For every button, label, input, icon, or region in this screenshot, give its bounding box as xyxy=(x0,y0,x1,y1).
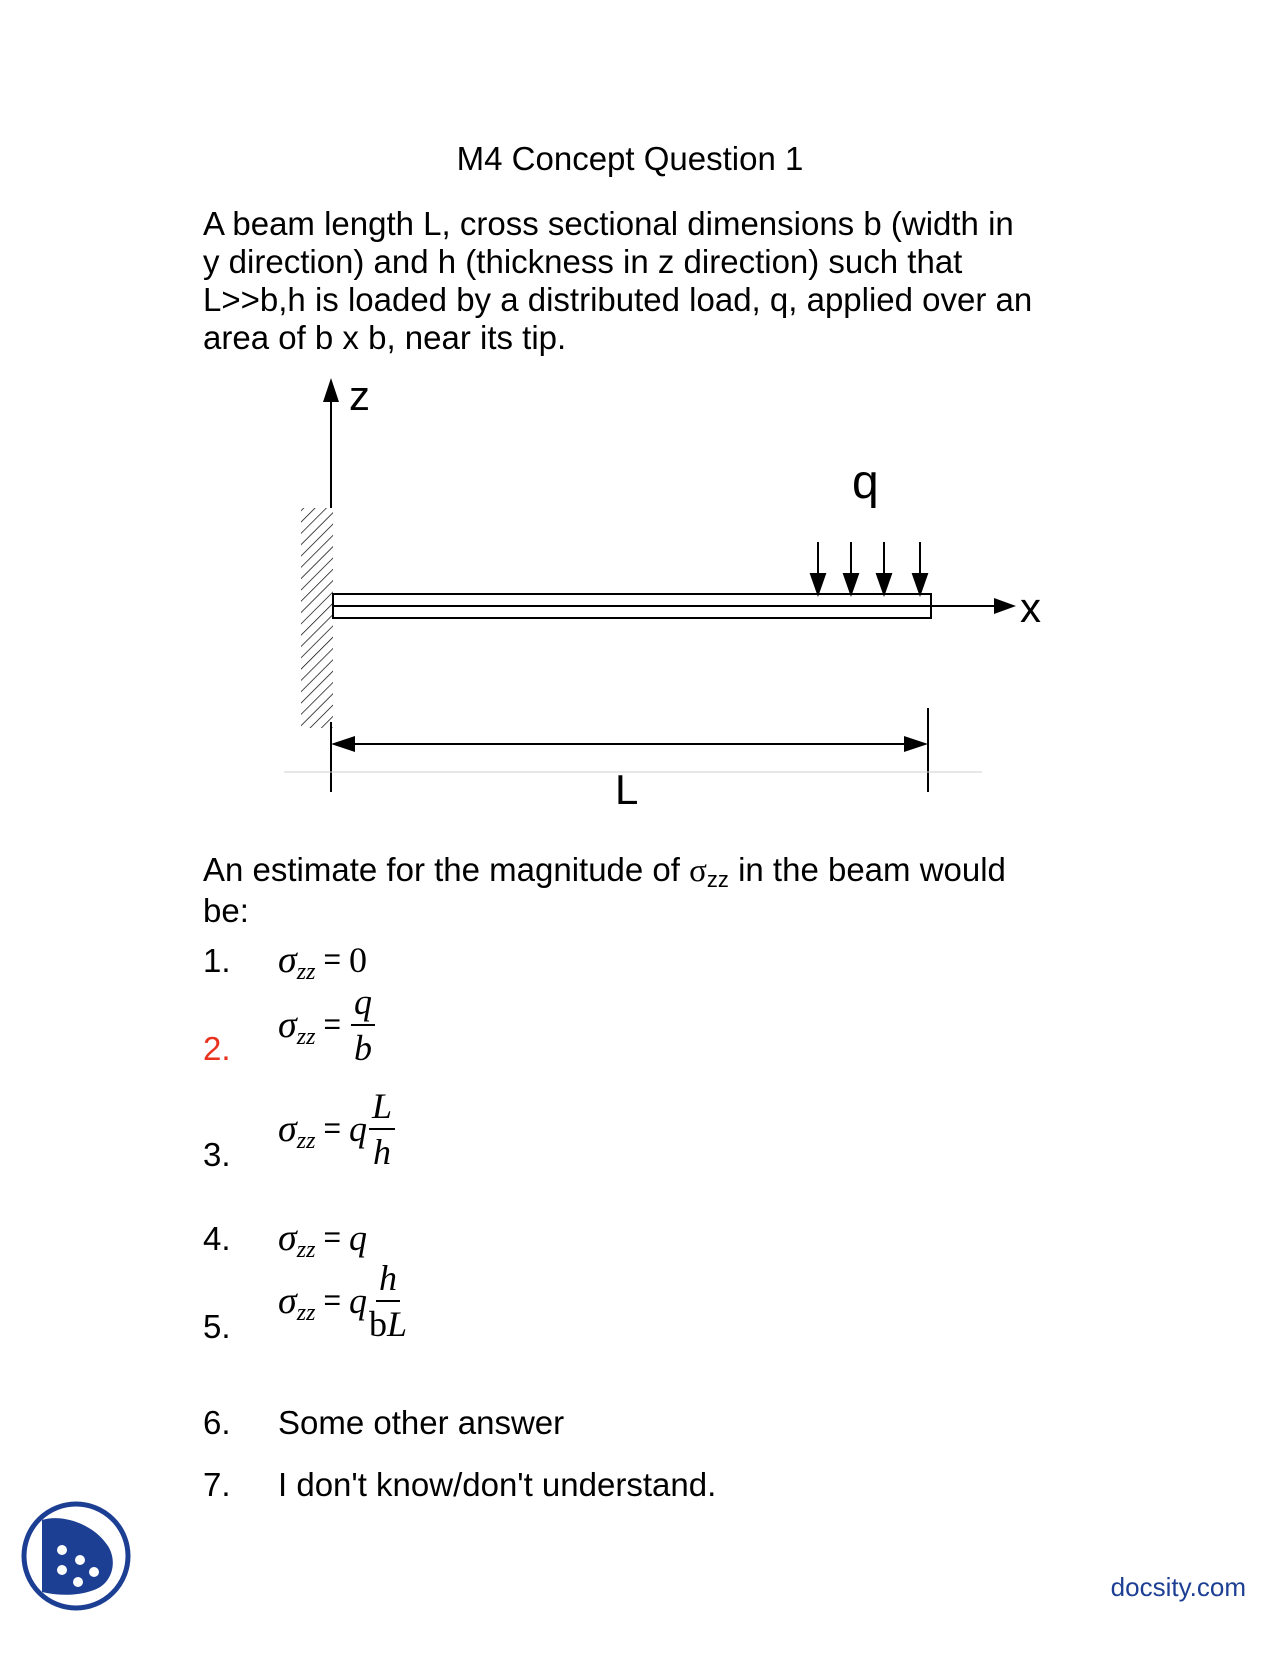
option-text: I don't know/don't understand. xyxy=(278,1466,717,1503)
fraction: $\frac{L}{h}$ xyxy=(369,1086,395,1172)
docsity-logo-icon xyxy=(20,1500,132,1612)
fixed-wall-hatch xyxy=(301,508,333,728)
option-number: 2. xyxy=(203,1030,231,1067)
sigma-symbol: σ xyxy=(689,853,707,889)
problem-line-1: A beam length L, cross sectional dimensions b (width in xyxy=(203,205,1014,242)
z-axis-arrowhead xyxy=(323,378,339,402)
option-equation: σ zz = q $\frac{L}{h}$ xyxy=(278,1086,395,1172)
length-label: L xyxy=(615,766,639,813)
fraction: $\frac{q}{b}$ xyxy=(351,982,375,1068)
option-equation: σ zz = $\frac{q}{b}$ xyxy=(278,982,375,1068)
question-line-2: be: xyxy=(203,892,249,929)
option-number: 1. xyxy=(203,942,231,979)
problem-line-4: area of b x b, near its tip. xyxy=(203,319,567,356)
option-text: Some other answer xyxy=(278,1404,565,1441)
z-axis-label: z xyxy=(349,372,370,419)
dimension-arrow-right xyxy=(904,736,928,752)
load-label: q xyxy=(852,456,879,509)
page-title-text: M4 Concept Question 1 xyxy=(456,140,804,177)
dimension-arrow-left xyxy=(331,736,355,752)
question-text xyxy=(203,850,1163,930)
distributed-load-arrows xyxy=(811,542,927,594)
option-number: 6. xyxy=(203,1404,231,1441)
option-number: 4. xyxy=(203,1220,231,1257)
option-number: 3. xyxy=(203,1136,231,1173)
problem-line-3: L>>b,h is loaded by a distributed load, q, applied over an xyxy=(203,281,1033,318)
docsity-brand-link[interactable]: docsity.com xyxy=(1110,1572,1246,1602)
page-title xyxy=(0,140,1280,178)
problem-line-2: y direction) and h (thickness in z direction) such that xyxy=(203,243,963,280)
x-axis-arrowhead xyxy=(994,598,1016,614)
question-line-1: An estimate for the magnitude of $\sigma_{zz}$ in the beam would xyxy=(203,851,1006,892)
option-number: 5. xyxy=(203,1308,231,1345)
option-number: 7. xyxy=(203,1466,231,1503)
problem-statement xyxy=(203,205,1163,357)
option-equation: σ zz = 0 xyxy=(278,939,367,985)
option-equation: σ zz = q xyxy=(278,1217,367,1263)
fraction: $\frac{h}{bL}$ xyxy=(368,1258,407,1344)
option-equation: σ zz = q $\frac{h}{bL}$ xyxy=(278,1258,407,1344)
beam-diagram xyxy=(0,370,1280,830)
x-axis-label: x xyxy=(1020,584,1041,631)
